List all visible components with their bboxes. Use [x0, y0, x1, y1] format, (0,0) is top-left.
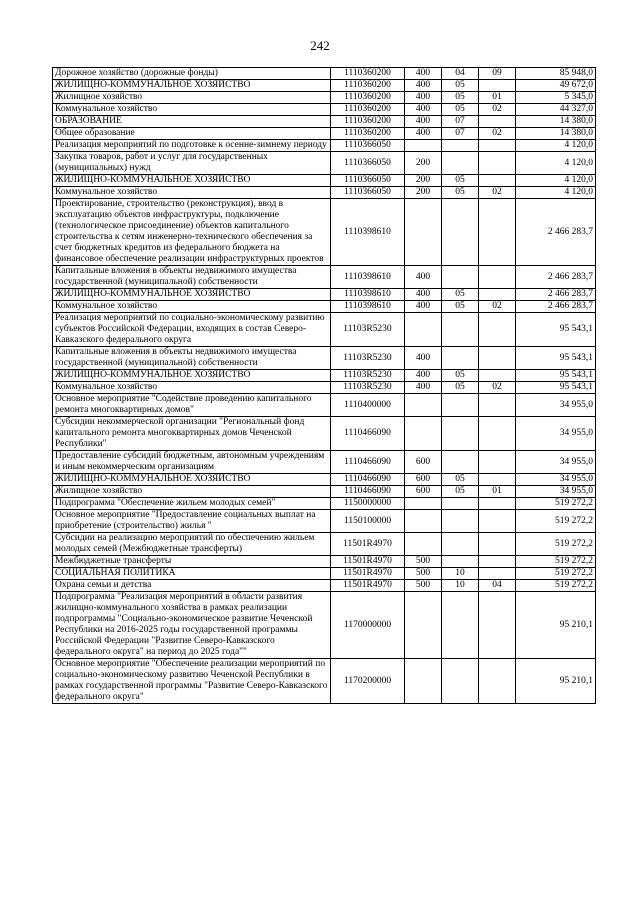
section-cell	[442, 533, 479, 556]
amount-cell: 519 272,2	[516, 556, 596, 568]
section-cell	[442, 592, 479, 659]
target-article-cell: 1110360200	[331, 92, 405, 104]
target-article-cell: 1110366050	[331, 140, 405, 152]
amount-cell: 2 466 283,7	[516, 266, 596, 289]
item-name-cell: Подпрограмма "Обеспечение жильем молодых семей"	[53, 498, 331, 510]
table-row	[53, 474, 596, 486]
amount-cell: 34 955,0	[516, 474, 596, 486]
table-row	[53, 347, 596, 370]
section-cell	[442, 347, 479, 370]
item-name-cell: Жилищное хозяйство	[53, 92, 331, 104]
expense-type-cell: 400	[405, 301, 442, 313]
expense-type-cell: 200	[405, 152, 442, 175]
section-cell: 05	[442, 175, 479, 187]
expense-type-cell: 400	[405, 104, 442, 116]
subsection-cell: 09	[479, 68, 516, 80]
target-article-cell: 1150100000	[331, 510, 405, 533]
section-cell: 05	[442, 301, 479, 313]
subsection-cell	[479, 313, 516, 347]
target-article-cell: 1110360200	[331, 80, 405, 92]
target-article-cell: 11103R5230	[331, 347, 405, 370]
subsection-cell	[479, 289, 516, 301]
subsection-cell	[479, 80, 516, 92]
subsection-cell: 01	[479, 92, 516, 104]
item-name-cell: Общее образование	[53, 128, 331, 140]
table-row	[53, 152, 596, 175]
subsection-cell	[479, 116, 516, 128]
subsection-cell	[479, 152, 516, 175]
section-cell	[442, 451, 479, 474]
amount-cell: 2 466 283,7	[516, 301, 596, 313]
subsection-cell	[479, 533, 516, 556]
amount-cell: 34 955,0	[516, 486, 596, 498]
subsection-cell	[479, 140, 516, 152]
subsection-cell	[479, 659, 516, 704]
target-article-cell: 11103R5230	[331, 370, 405, 382]
amount-cell: 2 466 283,7	[516, 289, 596, 301]
item-name-cell: Коммунальное хозяйство	[53, 104, 331, 116]
expense-type-cell: 400	[405, 370, 442, 382]
expense-type-cell: 400	[405, 382, 442, 394]
table-row	[53, 92, 596, 104]
budget-table-body	[53, 68, 596, 704]
target-article-cell: 1110360200	[331, 68, 405, 80]
table-row	[53, 580, 596, 592]
target-article-cell: 1170200000	[331, 659, 405, 704]
item-name-cell: ОБРАЗОВАНИЕ	[53, 116, 331, 128]
section-cell: 07	[442, 128, 479, 140]
item-name-cell: Коммунальное хозяйство	[53, 301, 331, 313]
section-cell: 05	[442, 289, 479, 301]
table-row	[53, 301, 596, 313]
target-article-cell: 11501R4970	[331, 533, 405, 556]
subsection-cell	[479, 347, 516, 370]
section-cell: 05	[442, 104, 479, 116]
subsection-cell	[479, 510, 516, 533]
target-article-cell: 11103R5230	[331, 382, 405, 394]
table-row	[53, 451, 596, 474]
amount-cell: 49 672,0	[516, 80, 596, 92]
table-row	[53, 659, 596, 704]
expense-type-cell: 500	[405, 568, 442, 580]
amount-cell: 95 543,1	[516, 382, 596, 394]
expense-type-cell	[405, 313, 442, 347]
item-name-cell: Коммунальное хозяйство	[53, 382, 331, 394]
item-name-cell: Жилищное хозяйство	[53, 486, 331, 498]
target-article-cell: 1110366050	[331, 152, 405, 175]
table-row	[53, 140, 596, 152]
target-article-cell: 11501R4970	[331, 568, 405, 580]
subsection-cell: 01	[479, 486, 516, 498]
subsection-cell: 02	[479, 301, 516, 313]
amount-cell: 14 380,0	[516, 116, 596, 128]
expense-type-cell: 400	[405, 92, 442, 104]
expense-type-cell: 200	[405, 187, 442, 199]
item-name-cell: СОЦИАЛЬНАЯ ПОЛИТИКА	[53, 568, 331, 580]
item-name-cell: Дорожное хозяйство (дорожные фонды)	[53, 68, 331, 80]
item-name-cell: Основное мероприятие "Обеспечение реализации мероприятий по социально-экономическому развитию Чеченской Республики в рамках государственной программы "Развитие Северо-Кавказского федерального округа"	[53, 659, 331, 704]
expense-type-cell	[405, 417, 442, 451]
expense-type-cell	[405, 592, 442, 659]
item-name-cell: Подпрограмма "Реализация мероприятий в области развития жилищно-коммунального хозяйства в рамках реализации подпрограммы "Социально-экономическое развитие Чеченской Республики на 2016-2025 годы государственной программы Российской Федерации "Развитие Северо-Кавказского федерального округа" на период до 2025 года""	[53, 592, 331, 659]
expense-type-cell: 400	[405, 128, 442, 140]
amount-cell: 519 272,2	[516, 568, 596, 580]
target-article-cell: 11501R4970	[331, 556, 405, 568]
item-name-cell: ЖИЛИЩНО-КОММУНАЛЬНОЕ ХОЗЯЙСТВО	[53, 175, 331, 187]
expense-type-cell: 500	[405, 580, 442, 592]
table-row	[53, 498, 596, 510]
subsection-cell	[479, 417, 516, 451]
amount-cell: 2 466 283,7	[516, 199, 596, 266]
table-row	[53, 568, 596, 580]
target-article-cell: 1110398610	[331, 289, 405, 301]
target-article-cell: 1110466090	[331, 417, 405, 451]
expense-type-cell: 600	[405, 486, 442, 498]
section-cell	[442, 199, 479, 266]
section-cell	[442, 498, 479, 510]
amount-cell: 34 955,0	[516, 394, 596, 417]
table-row	[53, 510, 596, 533]
item-name-cell: Субсидии некоммерческой организации "Региональный фонд капитального ремонта многоквартирных домов Чеченской Республики"	[53, 417, 331, 451]
amount-cell: 5 345,0	[516, 92, 596, 104]
target-article-cell: 1110360200	[331, 116, 405, 128]
table-row	[53, 266, 596, 289]
item-name-cell: Проектирование, строительство (реконструкция), ввод в эксплуатацию объектов инфраструктуры, подключение (технологическое присоединение) объектов капитального строительства к сетям инженерно-технического обеспечения за счет бюджетных кредитов из федерального бюджета на финансовое обеспечение реализации инфраструктурных проектов	[53, 199, 331, 266]
subsection-cell	[479, 556, 516, 568]
budget-table	[52, 67, 596, 704]
target-article-cell: 1110400000	[331, 394, 405, 417]
subsection-cell	[479, 266, 516, 289]
target-article-cell: 1110360200	[331, 104, 405, 116]
item-name-cell: Предоставление субсидий бюджетным, автономным учреждениям и иным некоммерческим организациям	[53, 451, 331, 474]
page-number: 242	[310, 38, 330, 53]
subsection-cell	[479, 474, 516, 486]
amount-cell: 4 120,0	[516, 175, 596, 187]
amount-cell: 44 327,0	[516, 104, 596, 116]
amount-cell: 95 543,1	[516, 370, 596, 382]
section-cell: 07	[442, 116, 479, 128]
subsection-cell	[479, 175, 516, 187]
table-row	[53, 104, 596, 116]
table-row	[53, 128, 596, 140]
table-row	[53, 592, 596, 659]
expense-type-cell: 400	[405, 68, 442, 80]
table-row	[53, 486, 596, 498]
table-row	[53, 417, 596, 451]
amount-cell: 519 272,2	[516, 533, 596, 556]
table-row	[53, 187, 596, 199]
item-name-cell: ЖИЛИЩНО-КОММУНАЛЬНОЕ ХОЗЯЙСТВО	[53, 80, 331, 92]
section-cell	[442, 417, 479, 451]
target-article-cell: 11103R5230	[331, 313, 405, 347]
expense-type-cell: 600	[405, 474, 442, 486]
amount-cell: 85 948,0	[516, 68, 596, 80]
target-article-cell: 1110366050	[331, 187, 405, 199]
section-cell	[442, 394, 479, 417]
table-row	[53, 382, 596, 394]
amount-cell: 4 120,0	[516, 152, 596, 175]
target-article-cell: 1110366050	[331, 175, 405, 187]
amount-cell: 95 543,1	[516, 313, 596, 347]
section-cell	[442, 659, 479, 704]
section-cell	[442, 510, 479, 533]
section-cell: 05	[442, 80, 479, 92]
subsection-cell	[479, 199, 516, 266]
table-row	[53, 533, 596, 556]
subsection-cell: 04	[479, 580, 516, 592]
item-name-cell: Капитальные вложения в объекты недвижимого имущества государственной (муниципальной) собственности	[53, 347, 331, 370]
item-name-cell: Основное мероприятие "Предоставление социальных выплат на приобретение (строительство) жилья "	[53, 510, 331, 533]
amount-cell: 34 955,0	[516, 417, 596, 451]
table-row	[53, 175, 596, 187]
expense-type-cell	[405, 510, 442, 533]
table-row	[53, 313, 596, 347]
item-name-cell: Реализация мероприятий по подготовке к осенне-зимнему периоду	[53, 140, 331, 152]
expense-type-cell: 600	[405, 451, 442, 474]
subsection-cell: 02	[479, 187, 516, 199]
subsection-cell	[479, 592, 516, 659]
table-row	[53, 116, 596, 128]
expense-type-cell	[405, 498, 442, 510]
amount-cell: 95 210,1	[516, 659, 596, 704]
expense-type-cell	[405, 533, 442, 556]
subsection-cell: 02	[479, 104, 516, 116]
section-cell	[442, 313, 479, 347]
expense-type-cell	[405, 394, 442, 417]
subsection-cell	[479, 498, 516, 510]
subsection-cell	[479, 394, 516, 417]
amount-cell: 4 120,0	[516, 140, 596, 152]
amount-cell: 519 272,2	[516, 498, 596, 510]
item-name-cell: Закупка товаров, работ и услуг для государственных (муниципальных) нужд	[53, 152, 331, 175]
target-article-cell: 1110466090	[331, 474, 405, 486]
subsection-cell: 02	[479, 128, 516, 140]
item-name-cell: Основное мероприятие "Содействие проведению капитального ремонта многоквартирных домов"	[53, 394, 331, 417]
table-row	[53, 556, 596, 568]
expense-type-cell	[405, 659, 442, 704]
expense-type-cell: 200	[405, 175, 442, 187]
amount-cell: 95 210,1	[516, 592, 596, 659]
item-name-cell: Реализация мероприятий по социально-экономическому развитию субъектов Российской Федерации, входящих в состав Северо-Кавказского федерального округа	[53, 313, 331, 347]
target-article-cell: 1110398610	[331, 301, 405, 313]
section-cell: 05	[442, 486, 479, 498]
amount-cell: 4 120,0	[516, 187, 596, 199]
section-cell: 05	[442, 382, 479, 394]
item-name-cell: ЖИЛИЩНО-КОММУНАЛЬНОЕ ХОЗЯЙСТВО	[53, 289, 331, 301]
table-row	[53, 394, 596, 417]
target-article-cell: 1110466090	[331, 486, 405, 498]
subsection-cell	[479, 370, 516, 382]
expense-type-cell: 400	[405, 347, 442, 370]
item-name-cell: Субсидии на реализацию мероприятий по обеспечению жильем молодых семей (Межбюджетные трансферты)	[53, 533, 331, 556]
item-name-cell: Охрана семьи и детства	[53, 580, 331, 592]
section-cell: 05	[442, 370, 479, 382]
item-name-cell: ЖИЛИЩНО-КОММУНАЛЬНОЕ ХОЗЯЙСТВО	[53, 370, 331, 382]
table-row	[53, 370, 596, 382]
table-row	[53, 289, 596, 301]
amount-cell: 519 272,2	[516, 510, 596, 533]
table-row	[53, 80, 596, 92]
expense-type-cell: 500	[405, 556, 442, 568]
section-cell	[442, 556, 479, 568]
section-cell: 05	[442, 474, 479, 486]
item-name-cell: Капитальные вложения в объекты недвижимого имущества государственной (муниципальной) собственности	[53, 266, 331, 289]
expense-type-cell: 400	[405, 116, 442, 128]
item-name-cell: ЖИЛИЩНО-КОММУНАЛЬНОЕ ХОЗЯЙСТВО	[53, 474, 331, 486]
section-cell	[442, 140, 479, 152]
expense-type-cell: 400	[405, 80, 442, 92]
item-name-cell: Коммунальное хозяйство	[53, 187, 331, 199]
section-cell: 10	[442, 568, 479, 580]
target-article-cell: 1110360200	[331, 128, 405, 140]
amount-cell: 519 272,2	[516, 580, 596, 592]
target-article-cell: 1110398610	[331, 266, 405, 289]
table-row	[53, 199, 596, 266]
section-cell: 05	[442, 92, 479, 104]
amount-cell: 34 955,0	[516, 451, 596, 474]
subsection-cell	[479, 568, 516, 580]
table-row	[53, 68, 596, 80]
expense-type-cell: 400	[405, 289, 442, 301]
subsection-cell	[479, 451, 516, 474]
section-cell: 04	[442, 68, 479, 80]
target-article-cell: 1170000000	[331, 592, 405, 659]
target-article-cell: 1110466090	[331, 451, 405, 474]
section-cell: 10	[442, 580, 479, 592]
subsection-cell: 02	[479, 382, 516, 394]
section-cell: 05	[442, 187, 479, 199]
amount-cell: 95 543,1	[516, 347, 596, 370]
amount-cell: 14 380,0	[516, 128, 596, 140]
target-article-cell: 11501R4970	[331, 580, 405, 592]
expense-type-cell	[405, 140, 442, 152]
section-cell	[442, 152, 479, 175]
item-name-cell: Межбюджетные трансферты	[53, 556, 331, 568]
target-article-cell: 1150000000	[331, 498, 405, 510]
expense-type-cell: 400	[405, 266, 442, 289]
target-article-cell: 1110398610	[331, 199, 405, 266]
expense-type-cell	[405, 199, 442, 266]
section-cell	[442, 266, 479, 289]
